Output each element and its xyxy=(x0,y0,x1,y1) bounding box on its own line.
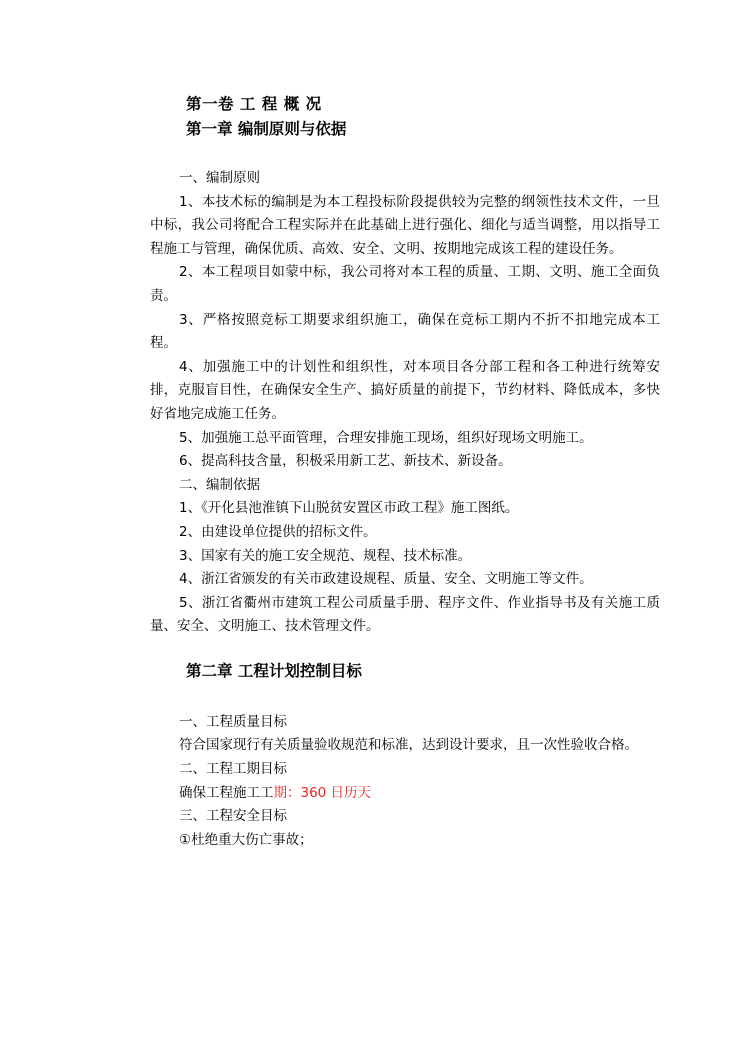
quality-goal-text: 符合国家现行有关质量验收规范和标准，达到设计要求，且一次性验收合格。 xyxy=(179,737,638,754)
document-body xyxy=(150,92,660,852)
principle-item-6: 6、提高科技含量，积极采用新工艺、新技术、新设备。 xyxy=(179,453,512,470)
principle-item-5: 5、加强施工总平面管理，合理安排施工现场，组织好现场文明施工。 xyxy=(179,429,593,446)
schedule-goal-duration: 期：360 日历天 xyxy=(273,784,372,801)
basis-item-4: 4、浙江省颁发的有关市政建设规程、质量、安全、文明施工等文件。 xyxy=(179,571,593,588)
basis-item-5: 5、浙江省衢州市建筑工程公司质量手册、程序文件、作业指导书及有关施工质量、安全、文明施工、技术管理文件。 xyxy=(150,594,660,635)
section-heading-basis: 二、编制依据 xyxy=(179,476,260,493)
principle-item-4: 4、加强施工中的计划性和组织性，对本项目各分部工程和各工种进行统筹安排，克服盲目性，在确保安全生产、搞好质量的前提下，节约材料、降低成本，多快好省地完成施工任务。 xyxy=(150,358,660,422)
basis-item-3: 3、国家有关的施工安全规范、规程、技术标准。 xyxy=(179,547,472,564)
principle-item-2: 2、本工程项目如蒙中标，我公司将对本工程的质量、工期、文明、施工全面负责。 xyxy=(150,264,660,304)
safety-goal-item-1: ①杜绝重大伤亡事故； xyxy=(179,831,313,848)
schedule-goal-text xyxy=(150,782,660,806)
schedule-goal-prefix: 确保工程施工工 xyxy=(179,784,274,801)
principle-item-1: 1、本技术标的编制是为本工程投标阶段提供较为完整的纲领性技术文件，一旦中标，我公司将配合工程实际并在此基础上进行强化、细化与适当调整，用以指导工程施工与管理，确保优质、高效、安全、文明、按期地完成该工程的建设任务。 xyxy=(150,193,660,257)
principle-item-3: 3、严格按照竞标工期要求组织施工，确保在竞标工期内不折不扣地完成本工程。 xyxy=(150,311,660,352)
quality-goal-heading: 一、工程质量目标 xyxy=(179,713,287,730)
schedule-goal-heading: 二、工程工期目标 xyxy=(179,761,287,778)
volume-title: 第一卷 工 程 概 况 xyxy=(186,95,322,113)
chapter2-title: 第二章 工程计划控制目标 xyxy=(186,661,362,680)
safety-goal-heading: 三、工程安全目标 xyxy=(179,808,287,825)
section-heading-principles: 一、编制原则 xyxy=(179,170,260,186)
chapter1-title: 第一章 编制原则与依据 xyxy=(186,120,347,138)
basis-item-2: 2、由建设单位提供的招标文件。 xyxy=(179,523,377,540)
basis-item-1: 1、《开化县池淮镇下山脱贫安置区市政工程》施工图纸。 xyxy=(179,500,519,517)
